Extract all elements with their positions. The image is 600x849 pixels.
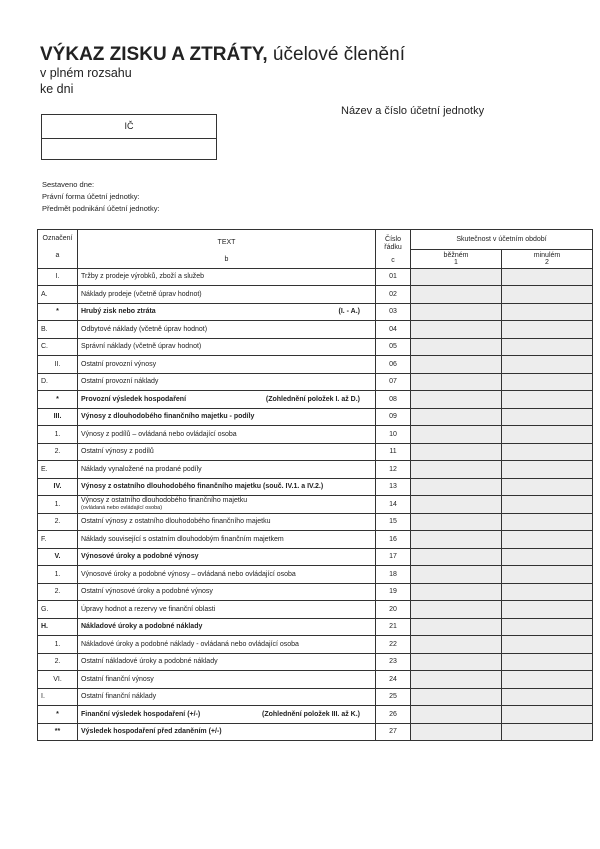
row-text: Výsledek hospodaření před zdaněním (+/-) xyxy=(78,723,376,741)
value-current-field[interactable] xyxy=(411,618,502,636)
row-text: Ostatní výnosové úroky a podobné výnosy xyxy=(78,583,376,601)
value-current-field[interactable] xyxy=(411,601,502,619)
row-number: 02 xyxy=(376,286,411,304)
row-text: Ostatní výnosy z ostatního dlouhodobého finančního majetku xyxy=(78,513,376,531)
value-current-field[interactable] xyxy=(411,583,502,601)
row-mark: * xyxy=(38,706,78,724)
row-mark: * xyxy=(38,303,78,321)
row-mark: 2. xyxy=(38,583,78,601)
table-row xyxy=(38,408,593,426)
row-mark: III. xyxy=(38,408,78,426)
row-mark: H. xyxy=(38,618,78,636)
header-reality: Skutečnost v účetním období xyxy=(411,230,593,250)
value-previous-field[interactable] xyxy=(502,373,593,391)
value-previous-field[interactable] xyxy=(502,548,593,566)
row-text: Provozní výsledek hospodaření (Zohlednění položek I. až D.) xyxy=(78,391,376,409)
row-mark: V. xyxy=(38,548,78,566)
row-text: Odbytové náklady (včetně úprav hodnot) xyxy=(78,321,376,339)
meta-business: Předmět podnikání účetní jednotky: xyxy=(42,204,160,213)
value-previous-field[interactable] xyxy=(502,303,593,321)
row-text: Ostatní finanční výnosy xyxy=(78,671,376,689)
value-current-field[interactable] xyxy=(411,671,502,689)
table-row xyxy=(38,286,593,304)
row-text: Ostatní výnosy z podílů xyxy=(78,443,376,461)
row-mark: 1. xyxy=(38,496,78,514)
row-number: 26 xyxy=(376,706,411,724)
value-previous-field[interactable] xyxy=(502,513,593,531)
row-text: Náklady prodeje (včetně úprav hodnot) xyxy=(78,286,376,304)
meta-compiled: Sestaveno dne: xyxy=(42,180,95,189)
value-current-field[interactable] xyxy=(411,478,502,496)
row-number: 04 xyxy=(376,321,411,339)
row-text: Úpravy hodnot a rezervy ve finanční oblasti xyxy=(78,601,376,619)
value-current-field[interactable] xyxy=(411,426,502,444)
row-text: Správní náklady (včetně úprav hodnot) xyxy=(78,338,376,356)
row-mark: G. xyxy=(38,601,78,619)
value-current-field[interactable] xyxy=(411,391,502,409)
table-row xyxy=(38,601,593,619)
row-mark: E. xyxy=(38,461,78,479)
row-mark: I. xyxy=(38,268,78,286)
value-current-field[interactable] xyxy=(411,303,502,321)
value-current-field[interactable] xyxy=(411,566,502,584)
value-current-field[interactable] xyxy=(411,548,502,566)
value-previous-field[interactable] xyxy=(502,566,593,584)
subtitle-date: ke dni xyxy=(40,82,74,96)
value-previous-field[interactable] xyxy=(502,356,593,374)
ic-label: IČ xyxy=(42,115,216,139)
table-row xyxy=(38,723,593,741)
row-mark: A. xyxy=(38,286,78,304)
ic-box xyxy=(41,114,217,160)
table-row xyxy=(38,338,593,356)
value-current-field[interactable] xyxy=(411,723,502,741)
row-mark: * xyxy=(38,391,78,409)
value-current-field[interactable] xyxy=(411,513,502,531)
value-previous-field[interactable] xyxy=(502,583,593,601)
row-number: 14 xyxy=(376,496,411,514)
row-text: Ostatní finanční náklady xyxy=(78,688,376,706)
subtitle-scope: v plném rozsahu xyxy=(40,66,132,80)
row-mark: B. xyxy=(38,321,78,339)
row-number: 11 xyxy=(376,443,411,461)
row-number: 16 xyxy=(376,531,411,549)
row-text: Ostatní provozní náklady xyxy=(78,373,376,391)
row-number: 17 xyxy=(376,548,411,566)
value-previous-field[interactable] xyxy=(502,461,593,479)
value-current-field[interactable] xyxy=(411,688,502,706)
table-row xyxy=(38,566,593,584)
row-number: 01 xyxy=(376,268,411,286)
row-mark: II. xyxy=(38,356,78,374)
row-mark: 1. xyxy=(38,426,78,444)
row-number: 07 xyxy=(376,373,411,391)
row-number: 06 xyxy=(376,356,411,374)
table-row xyxy=(38,356,593,374)
value-current-field[interactable] xyxy=(411,636,502,654)
value-current-field[interactable] xyxy=(411,706,502,724)
value-previous-field[interactable] xyxy=(502,636,593,654)
row-text: Výnosy z ostatního dlouhodobého finančního majetku (ovládaná nebo ovládající osoba) xyxy=(78,496,376,514)
table-row xyxy=(38,321,593,339)
value-previous-field[interactable] xyxy=(502,321,593,339)
table-row xyxy=(38,531,593,549)
table-row xyxy=(38,636,593,654)
table-row xyxy=(38,373,593,391)
row-text: Výnosy z dlouhodobého finančního majetku - podíly xyxy=(78,408,376,426)
value-previous-field[interactable] xyxy=(502,688,593,706)
table-row xyxy=(38,478,593,496)
value-current-field[interactable] xyxy=(411,496,502,514)
row-number: 05 xyxy=(376,338,411,356)
row-number: 24 xyxy=(376,671,411,689)
value-previous-field[interactable] xyxy=(502,618,593,636)
table-row xyxy=(38,461,593,479)
value-previous-field[interactable] xyxy=(502,478,593,496)
value-current-field[interactable] xyxy=(411,461,502,479)
value-previous-field[interactable] xyxy=(502,653,593,671)
unit-name-label: Název a číslo účetní jednotky xyxy=(341,105,485,117)
row-mark: D. xyxy=(38,373,78,391)
value-previous-field[interactable] xyxy=(502,601,593,619)
row-number: 03 xyxy=(376,303,411,321)
row-text: Výnosové úroky a podobné výnosy – ovládaná nebo ovládající osoba xyxy=(78,566,376,584)
value-current-field[interactable] xyxy=(411,373,502,391)
table-row xyxy=(38,688,593,706)
table-row xyxy=(38,303,593,321)
row-number: 10 xyxy=(376,426,411,444)
row-number: 20 xyxy=(376,601,411,619)
value-previous-field[interactable] xyxy=(502,338,593,356)
table-row xyxy=(38,671,593,689)
row-number: 15 xyxy=(376,513,411,531)
table-row xyxy=(38,653,593,671)
value-previous-field[interactable] xyxy=(502,496,593,514)
row-mark: IV. xyxy=(38,478,78,496)
value-previous-field[interactable] xyxy=(502,391,593,409)
header-current: běžném 1 xyxy=(411,250,502,269)
row-text: Výnosy z podílů – ovládaná nebo ovládající osoba xyxy=(78,426,376,444)
meta-legal-form: Právní forma účetní jednotky: xyxy=(42,192,140,201)
row-text: Ostatní nákladové úroky a podobné náklady xyxy=(78,653,376,671)
value-previous-field[interactable] xyxy=(502,268,593,286)
value-current-field[interactable] xyxy=(411,338,502,356)
table-row xyxy=(38,548,593,566)
row-mark: 2. xyxy=(38,443,78,461)
value-current-field[interactable] xyxy=(411,356,502,374)
row-number: 27 xyxy=(376,723,411,741)
row-text: Nákladové úroky a podobné náklady xyxy=(78,618,376,636)
row-number: 25 xyxy=(376,688,411,706)
row-text: Finanční výsledek hospodaření (+/-) (Zohlednění položek III. až K.) xyxy=(78,706,376,724)
table-row xyxy=(38,706,593,724)
row-number: 09 xyxy=(376,408,411,426)
value-previous-field[interactable] xyxy=(502,531,593,549)
value-previous-field[interactable] xyxy=(502,286,593,304)
value-previous-field[interactable] xyxy=(502,408,593,426)
row-number: 23 xyxy=(376,653,411,671)
table-row xyxy=(38,618,593,636)
header-row-number: Číslo řádku c xyxy=(376,230,411,269)
value-current-field[interactable] xyxy=(411,321,502,339)
row-mark: 2. xyxy=(38,513,78,531)
value-current-field[interactable] xyxy=(411,268,502,286)
row-number: 08 xyxy=(376,391,411,409)
row-mark: 1. xyxy=(38,636,78,654)
row-text: Hrubý zisk nebo ztráta (I. - A.) xyxy=(78,303,376,321)
value-previous-field[interactable] xyxy=(502,671,593,689)
report-title: VÝKAZ ZISKU A ZTRÁTY, účelové členění xyxy=(40,44,405,65)
row-number: 21 xyxy=(376,618,411,636)
value-current-field[interactable] xyxy=(411,286,502,304)
value-current-field[interactable] xyxy=(411,408,502,426)
row-mark: C. xyxy=(38,338,78,356)
value-previous-field[interactable] xyxy=(502,443,593,461)
row-text: Ostatní provozní výnosy xyxy=(78,356,376,374)
table-row xyxy=(38,513,593,531)
row-text: Výnosové úroky a podobné výnosy xyxy=(78,548,376,566)
value-current-field[interactable] xyxy=(411,653,502,671)
row-number: 13 xyxy=(376,478,411,496)
table-row xyxy=(38,583,593,601)
row-mark: F. xyxy=(38,531,78,549)
profit-loss-table xyxy=(37,229,593,741)
row-number: 22 xyxy=(376,636,411,654)
header-text: TEXT b xyxy=(78,230,376,269)
row-mark: VI. xyxy=(38,671,78,689)
row-mark: ** xyxy=(38,723,78,741)
row-number: 19 xyxy=(376,583,411,601)
row-mark: 1. xyxy=(38,566,78,584)
row-text: Výnosy z ostatního dlouhodobého finančního majetku (souč. IV.1. a IV.2.) xyxy=(78,478,376,496)
value-current-field[interactable] xyxy=(411,531,502,549)
row-mark: I. xyxy=(38,688,78,706)
value-current-field[interactable] xyxy=(411,443,502,461)
table-row xyxy=(38,391,593,409)
value-previous-field[interactable] xyxy=(502,706,593,724)
table-row xyxy=(38,268,593,286)
row-number: 18 xyxy=(376,566,411,584)
table-row xyxy=(38,426,593,444)
row-mark: 2. xyxy=(38,653,78,671)
row-text: Náklady vynaložené na prodané podíly xyxy=(78,461,376,479)
row-number: 12 xyxy=(376,461,411,479)
row-text: Tržby z prodeje výrobků, zboží a služeb xyxy=(78,268,376,286)
value-previous-field[interactable] xyxy=(502,426,593,444)
header-mark: Označení a xyxy=(38,230,78,269)
row-text: Náklady související s ostatním dlouhodobým finančním majetkem xyxy=(78,531,376,549)
header-previous: minulém 2 xyxy=(502,250,593,269)
table-row xyxy=(38,496,593,514)
table-row xyxy=(38,443,593,461)
value-previous-field[interactable] xyxy=(502,723,593,741)
row-text: Nákladové úroky a podobné náklady - ovládaná nebo ovládající osoba xyxy=(78,636,376,654)
